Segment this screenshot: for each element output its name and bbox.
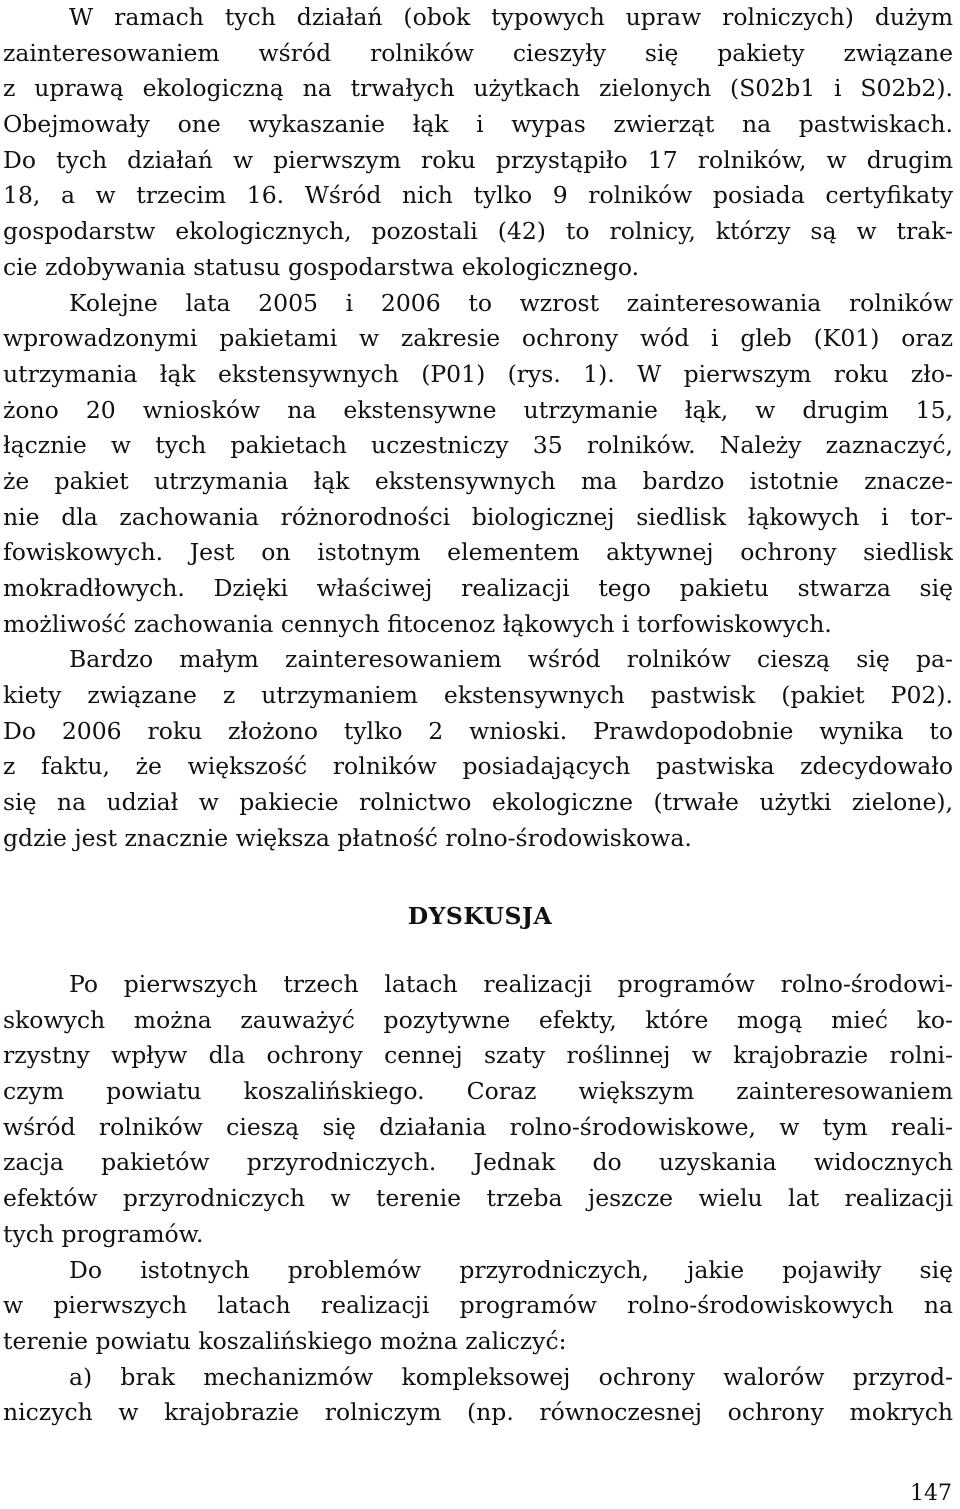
- text-line: w pierwszych latach realizacji programów rolno-środowiskowych na: [3, 1291, 953, 1320]
- text-line: skowych można zauważyć pozytywne efekty, które mogą mieć ko-: [3, 1005, 953, 1034]
- text-line: Do istotnych problemów przyrodniczych, jakie pojawiły się: [69, 1255, 953, 1284]
- text-line: fowiskowych. Jest on istotnym elementem aktywnej ochrony siedlisk: [3, 538, 953, 567]
- text-line: mokradłowych. Dzięki właściwej realizacji tego pakietu stwarza się: [3, 574, 953, 602]
- text-line: rzystny wpływ dla ochrony cennej szaty roślinnej w krajobrazie rolni-: [3, 1041, 953, 1070]
- text-line: kiety związane z utrzymaniem ekstensywnych pastwisk (pakiet P02).: [3, 681, 953, 710]
- text-line: nie dla zachowania różnorodności biologicznej siedlisk łąkowych i tor-: [3, 502, 953, 531]
- text-line: możliwość zachowania cennych fitocenoz łąkowych i torfowiskowych.: [3, 609, 832, 638]
- text-line: zacja pakietów przyrodniczych. Jednak do uzyskania widocznych: [3, 1148, 953, 1177]
- text-line: łącznie w tych pakietach uczestniczy 35 rolników. Należy zaznaczyć,: [3, 431, 953, 460]
- text-line: z uprawą ekologiczną na trwałych użytkach zielonych (S02b1 i S02b2).: [3, 74, 953, 103]
- text-line: żono 20 wniosków na ekstensywne utrzymanie łąk, w drugim 15,: [3, 395, 953, 424]
- text-line: zainteresowaniem wśród rolników cieszyły się pakiety związane: [3, 38, 953, 67]
- section-heading: DYSKUSJA: [407, 902, 553, 930]
- text-line: gdzie jest znacznie większa płatność rolno-środowiskowa.: [3, 823, 692, 852]
- text-line: W ramach tych działań (obok typowych upraw rolniczych) dużym: [69, 3, 953, 31]
- text-line: czym powiatu koszalińskiego. Coraz większym zainteresowaniem: [3, 1077, 953, 1106]
- text-line: Do tych działań w pierwszym roku przystąpiło 17 rolników, w drugim: [3, 145, 953, 174]
- text-line: wprowadzonymi pakietami w zakresie ochrony wód i gleb (K01) oraz: [3, 324, 953, 353]
- text-line: Po pierwszych trzech latach realizacji programów rolno-środowi-: [69, 970, 953, 998]
- text-line: z faktu, że większość rolników posiadających pastwiska zdecydowało: [3, 752, 953, 781]
- body-text-bottom: [3, 967, 953, 1431]
- text-line: cie zdobywania statusu gospodarstwa ekologicznego.: [3, 252, 640, 281]
- text-line: Obejmowały one wykaszanie łąk i wypas zwierząt na pastwiskach.: [3, 110, 953, 139]
- text-line: utrzymania łąk ekstensywnych (P01) (rys. 1). W pierwszym roku zło-: [3, 359, 953, 388]
- text-line: Kolejne lata 2005 i 2006 to wzrost zainteresowania rolników: [69, 288, 953, 317]
- text-line: się na udział w pakiecie rolnictwo ekologiczne (trwałe użytki zielone),: [3, 788, 953, 817]
- text-line: tych programów.: [3, 1219, 204, 1248]
- text-line: że pakiet utrzymania łąk ekstensywnych ma bardzo istotnie znacze-: [3, 466, 953, 495]
- page-number: 147: [910, 1481, 952, 1506]
- text-line: Bardzo małym zainteresowaniem wśród rolników cieszą się pa-: [69, 645, 953, 674]
- text-line: Do 2006 roku złożono tylko 2 wnioski. Prawdopodobnie wynika to: [3, 716, 953, 745]
- text-line: niczych w krajobrazie rolniczym (np. równoczesnej ochrony mokrych: [3, 1398, 953, 1427]
- text-line: efektów przyrodniczych w terenie trzeba jeszcze wielu lat realizacji: [3, 1184, 953, 1213]
- text-line: gospodarstw ekologicznych, pozostali (42) to rolnicy, którzy są w trak-: [3, 217, 953, 246]
- body-text-top: [3, 0, 953, 857]
- text-line: wśród rolników cieszą się działania rolno-środowiskowe, w tym reali-: [3, 1112, 953, 1141]
- text-line: a) brak mechanizmów kompleksowej ochrony walorów przyrod-: [69, 1362, 953, 1391]
- text-line: terenie powiatu koszalińskiego można zaliczyć:: [3, 1326, 567, 1355]
- text-line: 18, a w trzecim 16. Wśród nich tylko 9 rolników posiada certyfikaty: [3, 181, 953, 210]
